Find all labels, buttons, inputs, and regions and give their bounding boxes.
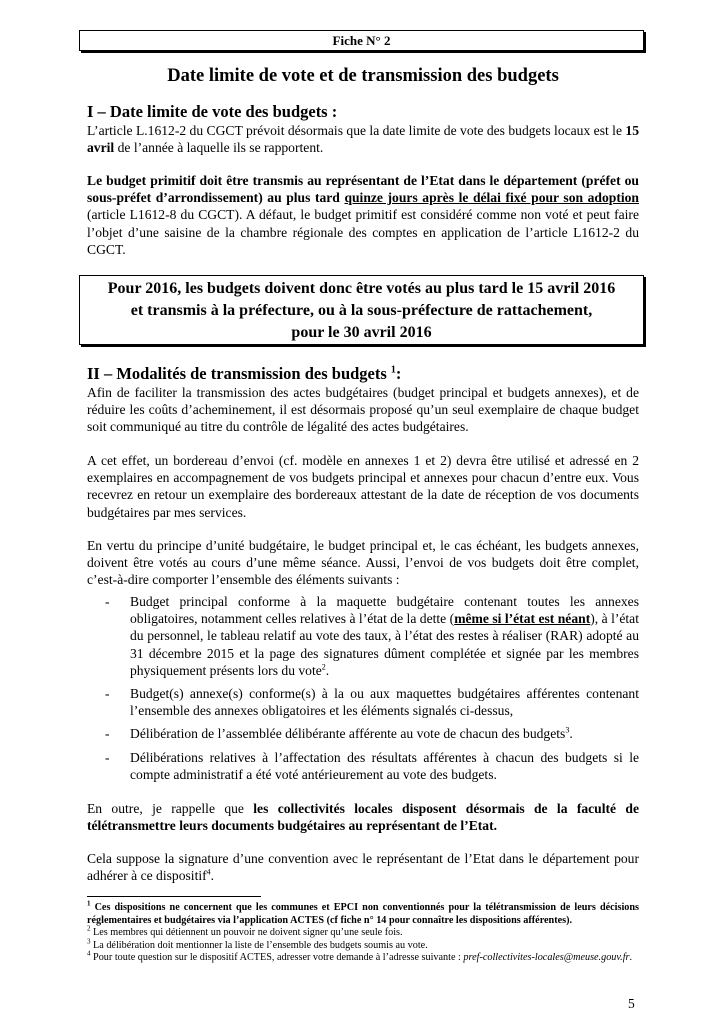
footnote-2: $^2$ Les membres qui détiennent un pouvoir ne doivent signer qu’une seule fois. (87, 924, 403, 939)
list-item: - Délibération de l’assemblée délibérante afférente au vote de chacun des budgets$^3$. (105, 725, 573, 742)
list-item: - Budget(s) annexe(s) conforme(s) à la ou aux maquettes budgétaires afférentes contenant l’ensemble des annexes obligatoires et les éléments signalés ci-dessus, (105, 686, 639, 719)
section2-heading: II – Modalités de transmission des budgets $^1$: (87, 364, 402, 383)
callout-line2: et transmis à la préfecture, ou à la sous-préfecture de rattachement, (130, 302, 593, 319)
footnotes (87, 899, 639, 965)
deadline-callout-box (79, 275, 644, 345)
fiche-label-box (79, 30, 644, 51)
callout-line3: pour le 30 avril 2016 (291, 324, 432, 341)
page-title: Date limite de vote et de transmission des budgets (167, 66, 559, 86)
list-item: - Budget principal conforme à la maquette budgétaire contenant toutes les annexes obligatoires, notamment celles relatives à l’état de la dette (même si l’état est néant), à l’état du personnel, le tableau relatif au vote des taux, à l’état des restes à réaliser (RAR) adopté au 31 décembre 2015 et la page des signatures dûment complétée et signée par les membres physiquement présents lors du vote$^2$. (105, 594, 639, 678)
section2-paragraph3: En vertu du principe d’unité budgétaire, le budget principal et, le cas échéant, les budgets annexes, doivent être votés au cours d’une même séance. Aussi, l’envoi de vos budgets doit être complet, c’est-à-dire comporter l’ensemble des éléments suivants : (87, 538, 639, 588)
requirements-list (87, 593, 639, 789)
section1-heading: I – Date limite de vote des budgets : (87, 102, 338, 121)
footnote-1: $^1$ Ces dispositions ne concernent que les communes et EPCI non conventionnés pour la télétransmission de leurs décisions réglementaires et budgétaires via l’application ACTES (cf fiche n° 14 pour connaître les dispositions afférentes). (87, 899, 639, 926)
page-number: 5 (628, 996, 635, 1011)
section2-paragraph1: Afin de faciliter la transmission des actes budgétaires (budget principal et budgets annexes), et de réduire les coûts d’acheminement, il est désormais proposé qu’un seul exemplaire de chaque budget soit communiqué au titre du contrôle de légalité des actes budgétaires. (87, 385, 639, 435)
section2-paragraph4: En outre, je rappelle que les collectivités locales disposent désormais de la faculté de télétransmettre leurs documents budgétaires au représentant de l’Etat. (87, 801, 639, 834)
section2-paragraph5: Cela suppose la signature d’une convention avec le représentant de l’Etat dans le département pour adhérer à ce dispositif$^4$. (87, 851, 639, 884)
fiche-label: Fiche N° 2 (332, 33, 391, 48)
list-item: - Délibérations relatives à l’affectation des résultats afférentes à chacun des budgets si le compte administratif a été voté antérieurement au vote des budgets. (105, 749, 639, 782)
footnote-3: $^3$ La délibération doit mentionner la liste de l’ensemble des budgets soumis au vote. (87, 937, 428, 951)
section2-paragraph2: A cet effet, un bordereau d’envoi (cf. modèle en annexes 1 et 2) devra être utilisé et adressé en 2 exemplaires en accompagnement de vos budgets principal et annexes pour chacun d’entre eux. Vous recevrez en retour un exemplaire des bordereaux attestant de la date de réception de vos documents budgétaires par mes services. (87, 453, 639, 520)
section1-paragraph2: Le budget primitif doit être transmis au représentant de l’Etat dans le département (préfet ou sous-préfet d’arrondissement) au plus tard quinze jours après le délai fixé pour son adoption (article L1612-8 du CGCT). A défaut, le budget primitif est considéré comme non voté et peut faire l’objet d’une saisine de la chambre régionale des comptes en application de l’article L1612-2 du CGCT. (87, 173, 639, 257)
footnote-4: $^4$ Pour toute question sur le dispositif ACTES, adresser votre demande à l’adresse suivante : pref-collectivites-locales@meuse.gouv.fr. (87, 949, 633, 964)
contact-email: pref-collectivites-locales@meuse.gouv.fr (463, 952, 630, 964)
callout-line1: Pour 2016, les budgets doivent donc être votés au plus tard le 15 avril 2016 (107, 280, 616, 297)
footnote-divider (87, 896, 261, 897)
section1-paragraph1: L’article L.1612-2 du CGCT prévoit désormais que la date limite de vote des budgets locaux est le 15 avril de l’année à laquelle ils se rapportent. (87, 123, 639, 156)
